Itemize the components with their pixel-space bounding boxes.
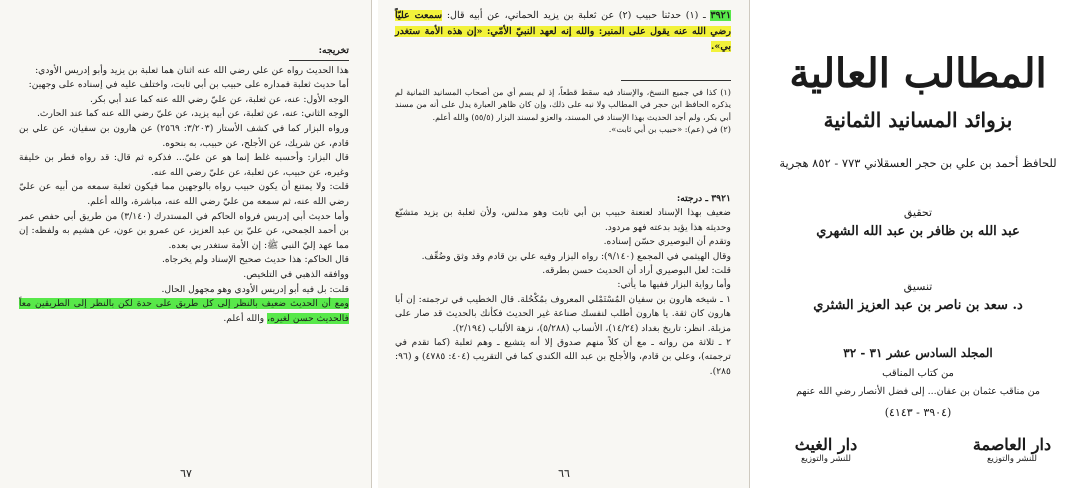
hadith-number: ٣٩٢١	[710, 10, 731, 21]
conclusion-tail: والله أعلم.	[223, 312, 268, 324]
paragraph: وأما حديث أبي إدريس فرواه الحاكم في المستدرك (٣/١٤٠) من طريق أبي حفص عمر بن أحمد الجمحي، عن عليّ بن عبد العزيز، عن عمرو بن عون، عن هشيم به ولفظه: إن مما عهد إليّ النبي ﷺ: إن الأمة ستغدر بي بعده.	[19, 210, 349, 251]
publisher-logo-ghaith	[766, 435, 886, 464]
paragraph: أما حديث ثعلبة فمداره على حبيب بن أبي ثابت، واختلف عليه في إسناده على وجهين:	[28, 79, 349, 91]
book-page-67	[0, 0, 372, 488]
paragraph: قال الحاكم: هذا حديث صحيح الإسناد ولم يخرجاه.	[162, 254, 349, 266]
cover-author: للحافظ أحمد بن علي بن حجر العسقلاني ٧٧٣ - ٨٥٢ هجرية	[779, 156, 1057, 170]
hadith-paragraph	[395, 8, 731, 55]
paragraph: ضعيف بهذا الإسناد لعنعنة حبيب بن أبي ثابت وهو مدلس، ولأن ثعلبة بن يزيد متشيّع وحديثه هذا يؤيد بدعته فهو مردود.	[395, 207, 731, 233]
publisher-name: دار العاصمة	[972, 435, 1052, 454]
hadith-range: (٣٩٠٤ - ٤١٤٣)	[884, 406, 952, 419]
hadith-text	[395, 8, 731, 55]
paragraph: ورواه البزار كما في كشف الأستار (٣/٢٠٣: ٢٥٦٩) عن هارون بن سفيان، عن علي بن قادم، عن شريك، عن الأجلح، عن حبيب، به بنحوه.	[19, 122, 349, 149]
paragraph: الوجه الثاني: عنه، عن ثعلبة، عن أبيه يزيد، عن عليّ رضي الله عنه كما عند الحارث.	[36, 108, 349, 120]
cover-title: المطالب العالية	[789, 50, 1047, 97]
footnote-rule	[621, 80, 731, 81]
volume-label: المجلد السادس عشر ٣١ - ٣٢	[843, 346, 993, 360]
highlighted-conclusion	[19, 297, 349, 326]
paragraph: الوجه الأول: عنه، عن ثعلبة، عن عليّ رضي الله عنه كما عند أبي بكر.	[90, 93, 349, 105]
tahqiq-label: تحقيق	[903, 206, 933, 219]
chapter-range: من مناقب عثمان بن عفان... إلى فضل الأنصار رضي الله عنهم	[796, 386, 1040, 397]
page-number: ٦٦	[558, 467, 570, 480]
publisher-subtitle: للنشر والتوزيع	[801, 454, 851, 464]
paragraph: وأما رواية البزار ففيها ما يأتي:	[617, 279, 731, 291]
publisher-name: دار الغيث	[794, 435, 858, 454]
paragraph: قال البزار: وأحسبه غلط إنما هو عن عليّ... فذكره ثم قال: قد رواه فطر بن خليفة وغيره، عن حبيب، عن ثعلبة، عن عليّ رضي الله عنه.	[19, 152, 349, 178]
paragraph: وقال الهيثمي في المجمع (٩/١٤٠): رواه البزار وفيه علي بن قادم وقد وثق وضُعِّف.	[421, 250, 731, 262]
book-section: من كتاب المناقب	[882, 368, 954, 379]
paragraph: وتقدم أن البوصيري حسّن إسناده.	[603, 236, 731, 248]
tahqiq-name: عبد الله بن ظافر بن عبد الله الشهري	[816, 224, 1020, 239]
green-highlight: ومع أن الحديث ضعيف بالنظر إلى كل طريق على حدة لكن بالنظر إلى الطريقين معاً فالحديث حسن لغيره،	[19, 298, 349, 324]
daraja-heading: ٣٩٢١ ـ درجته:	[676, 193, 731, 204]
footnote: (١) كذا في جميع النسخ، والإسناد فيه سقط قطعاً، إذ لم يسم أي من أصحاب المسانيد الثمانية لم يذكره الحافظ ابن حجر في المطالب ولا نبه على ذلك، وإن كان ظاهر العبارة يدل على أنه من مسند أبي بكر، ولم أجد الحديث بهذا الإسناد في المسند، والعزو لمسند البزار (٥٥/٥) والله أعلم.	[395, 87, 731, 122]
paragraph: هذا الحديث رواه عن علي رضي الله عنه اثنان هما ثعلبة بن يزيد وأبو إدريس الأودي:	[35, 64, 349, 76]
book-page-66	[378, 0, 750, 488]
publisher-logo-asima	[952, 435, 1072, 464]
footnote: (٢) في (عم): «حبيب بن أبي ثابت».	[608, 124, 731, 135]
paragraph: ١ ـ شيخه هارون بن سفيان المُسْتَمْلي المعروف بمُكْحُلة. قال الخطيب في ترجمته: إن أبا هارون كان ثقة. يا هارون أطلب لنفسك صناعة غير الحديث فكأنك بالحديث قد صار على مزبلة. انظر: تاريخ بغداد (١٤/٢٤)، الأنساب (٥/٢٨٨)، نزهة الألباب (٢/١٩٤).	[395, 293, 731, 334]
paragraph: قلت: ولا يمتنع أن يكون حبيب رواه بالوجهين مما فيكون ثعلبة سمعه من أبيه عن عليّ رضي الله عنه، ثم سمعه من عليّ رضي الله عنه، مباشرة، والله أعلم.	[19, 181, 349, 207]
hadith-isnad: ـ (١) حدثنا حبيب (٢) عن ثعلبة بن يزيد الحماني، عن أبيه قال:	[442, 10, 711, 21]
cover-subtitle: بزوائد المسانيد الثمانية	[823, 108, 1013, 132]
paragraph: قلت: لعل البوصيري أراد أن الحديث حسن بطرقه.	[542, 265, 731, 277]
takhrij-column	[19, 44, 349, 326]
tansiq-label: تنسيق	[903, 280, 933, 293]
paragraph: قلت: بل فيه أبو إدريس الأودي وهو مجهول الحال.	[161, 283, 349, 295]
page-number: ٦٧	[180, 467, 192, 480]
publisher-subtitle: للنشر والتوزيع	[987, 454, 1037, 464]
takhrij-heading: تخريجه:	[318, 45, 349, 56]
book-cover	[756, 0, 1080, 488]
tansiq-name: د. سعد بن ناصر بن عبد العزيز الشثري	[813, 298, 1023, 313]
yellow-highlight: سمعت عليّاً رضي الله عنه يقول على المنبر: والله إنه لعهد النبيّ الأمّي: «إن هذه الأمة ستغدر بي».	[395, 10, 731, 52]
footnotes	[395, 86, 731, 136]
daraja-section	[395, 192, 731, 379]
heading-rule	[289, 60, 349, 61]
paragraph: ووافقه الذهبي في التلخيص.	[243, 268, 349, 280]
paragraph: ٢ ـ ثلاثة من رواته ـ مع أن كلاً منهم صدوق إلا أنه يتشيع ـ وهم ثعلبة (كما تقدم في ترجمته)، وعلي بن قادم، والأجلح بن عبد الله الكندي كما في التقريب (٤٠٤: ٤٧٨٥) و (٩٦: ٢٨٥).	[395, 337, 731, 377]
